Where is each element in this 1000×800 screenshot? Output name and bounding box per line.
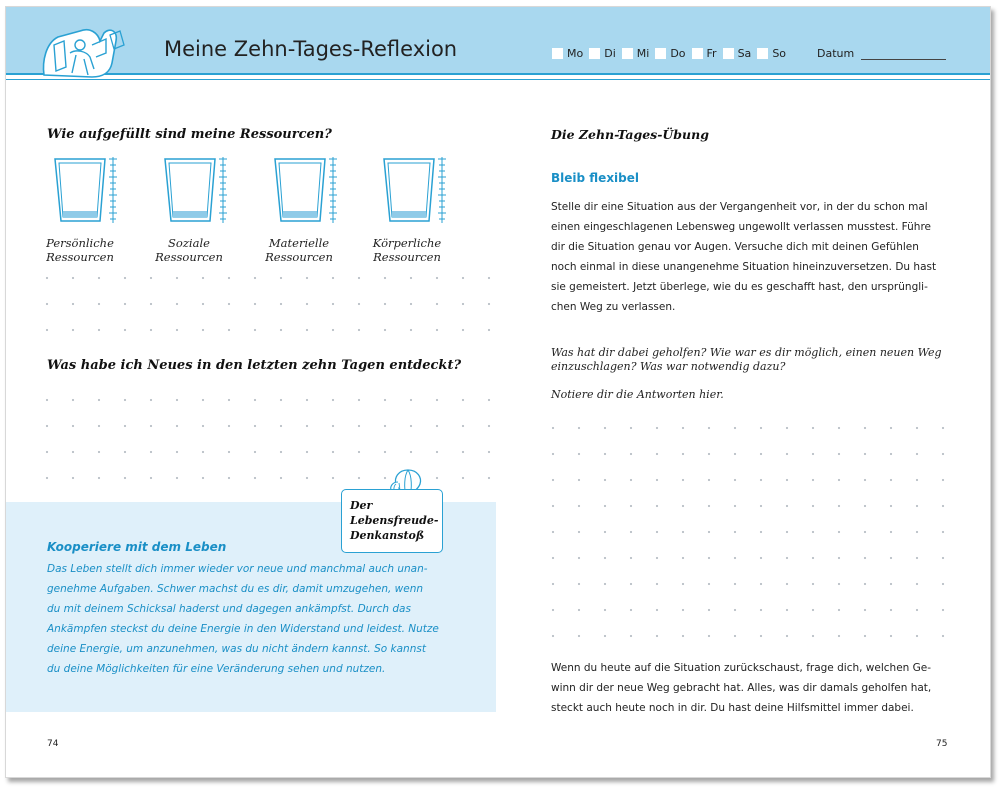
- weekday-checkboxes: [552, 47, 786, 60]
- callout-badge: [341, 489, 443, 553]
- discovery-heading: Was habe ich Neues in den letzten zehn Tagen entdeckt?: [47, 358, 462, 373]
- exercise-title: Bleib flexibel: [551, 171, 640, 185]
- glass-label-line: Ressourcen: [46, 250, 114, 264]
- question-line: einzuschlagen? Was war notwendig dazu?: [551, 360, 786, 373]
- intro-line: sie gemeistert. Jetzt überlege, wie du es geschafft hast, den ursprüngli-: [551, 281, 928, 293]
- checkbox-icon: [692, 48, 703, 59]
- question-line: Was hat dir dabei geholfen? Wie war es dir möglich, einen neuen Weg: [551, 346, 942, 359]
- date-input-line[interactable]: [861, 59, 946, 60]
- checkbox-icon: [622, 48, 633, 59]
- tip-heading: Kooperiere mit dem Leben: [47, 540, 227, 554]
- exercise-intro: [551, 197, 949, 317]
- intro-line: dir die Situation genau vor Augen. Versuche dich mit deinen Gefühlen: [551, 241, 919, 253]
- glass-label-line: Ressourcen: [373, 250, 441, 264]
- resources-heading: Wie aufgefüllt sind meine Ressourcen?: [47, 127, 332, 142]
- book-spread: [5, 6, 991, 778]
- closing-line: winn dir der neue Weg gebracht hat. Alles, was dir damals geholfen hat,: [551, 682, 932, 694]
- tip-line: du mit deinem Schicksal haderst und dagegen ankämpfst. Durch das: [47, 603, 411, 615]
- day-label: Do: [670, 47, 686, 60]
- header-band: [6, 7, 990, 75]
- dot-grid-resources[interactable]: [34, 265, 494, 343]
- closing-line: Wenn du heute auf die Situation zurückschaust, frage dich, welchen Ge-: [551, 662, 932, 674]
- day-label: So: [772, 47, 787, 60]
- glass-label-line: Ressourcen: [155, 250, 223, 264]
- day-checkbox-so[interactable]: [757, 47, 786, 60]
- page-title: Meine Zehn-Tages-Reflexion: [164, 37, 458, 61]
- tip-line: deine Energie, um anzunehmen, was du nicht ändern kannst. So kannst: [47, 643, 426, 655]
- glass-label-line: Ressourcen: [265, 250, 333, 264]
- callout-line: Der: [350, 499, 373, 512]
- glass-gauge-icon: [271, 155, 339, 225]
- reflection-illustration-icon: [40, 23, 132, 83]
- tip-line: Ankämpfen steckst du deine Energie in den Widerstand und leidest. Nutze: [47, 623, 439, 635]
- callout-text: [350, 498, 438, 543]
- glass-gauge-icon: [380, 155, 448, 225]
- tip-line: Das Leben stellt dich immer wieder vor neue und manchmal auch unan-: [47, 563, 428, 575]
- callout-line: Denkanstoß: [350, 529, 425, 542]
- intro-line: einen eingeschlagenen Lebensweg ungewollt verlassen musstest. Führe: [551, 221, 932, 233]
- exercise-closing: [551, 658, 951, 718]
- day-label: Mo: [567, 47, 584, 60]
- page-number-left: 74: [47, 739, 59, 749]
- tip-line: genehme Aufgaben. Schwer machst du es dir, damit umzugehen, wenn: [47, 583, 424, 595]
- date-label: Datum: [817, 47, 855, 60]
- glass-label-material: [249, 236, 349, 264]
- glass-label-physical: [357, 236, 457, 264]
- intro-line: Stelle dir eine Situation aus der Vergangenheit vor, in der du schon mal: [551, 201, 928, 213]
- closing-line: steckt auch heute noch in dir. Du hast deine Hilfsmittel immer dabei.: [551, 702, 914, 714]
- day-checkbox-fr[interactable]: [692, 47, 717, 60]
- intro-line: chen Weg zu verlassen.: [551, 301, 676, 313]
- glass-label-line: Körperliche: [372, 236, 442, 250]
- exercise-heading: Die Zehn-Tages-Übung: [551, 127, 709, 142]
- day-label: Fr: [706, 47, 717, 60]
- day-label: Mi: [636, 47, 650, 60]
- note-prompt: Notiere dir die Antworten hier.: [551, 388, 724, 401]
- day-checkbox-mo[interactable]: [552, 47, 583, 60]
- day-label: Di: [604, 47, 616, 60]
- glass-label-social: [139, 236, 239, 264]
- header-rule: [6, 79, 990, 80]
- glass-label-line: Persönliche: [46, 236, 114, 250]
- glass-gauge-icon: [161, 155, 229, 225]
- checkbox-icon: [589, 48, 600, 59]
- day-checkbox-di[interactable]: [589, 47, 616, 60]
- dot-grid-notes[interactable]: [540, 415, 960, 650]
- glass-label-personal: [30, 236, 130, 264]
- checkbox-icon: [757, 48, 768, 59]
- tip-line: du deine Möglichkeiten für eine Veränderung sehen und nutzen.: [47, 663, 386, 675]
- day-checkbox-sa[interactable]: [723, 47, 752, 60]
- day-checkbox-do[interactable]: [655, 47, 685, 60]
- checkbox-icon: [655, 48, 666, 59]
- exercise-question: [551, 346, 951, 374]
- checkbox-icon: [723, 48, 734, 59]
- day-checkbox-mi[interactable]: [622, 47, 650, 60]
- intro-line: noch einmal in diese unangenehme Situation hineinzuversetzen. Du hast: [551, 261, 937, 273]
- day-label: Sa: [737, 47, 752, 60]
- glass-gauge-icon: [51, 155, 119, 225]
- page-number-right: 75: [936, 739, 948, 749]
- checkbox-icon: [552, 48, 563, 59]
- glass-label-line: Materielle: [268, 236, 330, 250]
- tip-paragraph: [47, 559, 457, 679]
- callout-line: Lebensfreude-: [350, 514, 439, 527]
- glass-label-line: Soziale: [168, 236, 210, 250]
